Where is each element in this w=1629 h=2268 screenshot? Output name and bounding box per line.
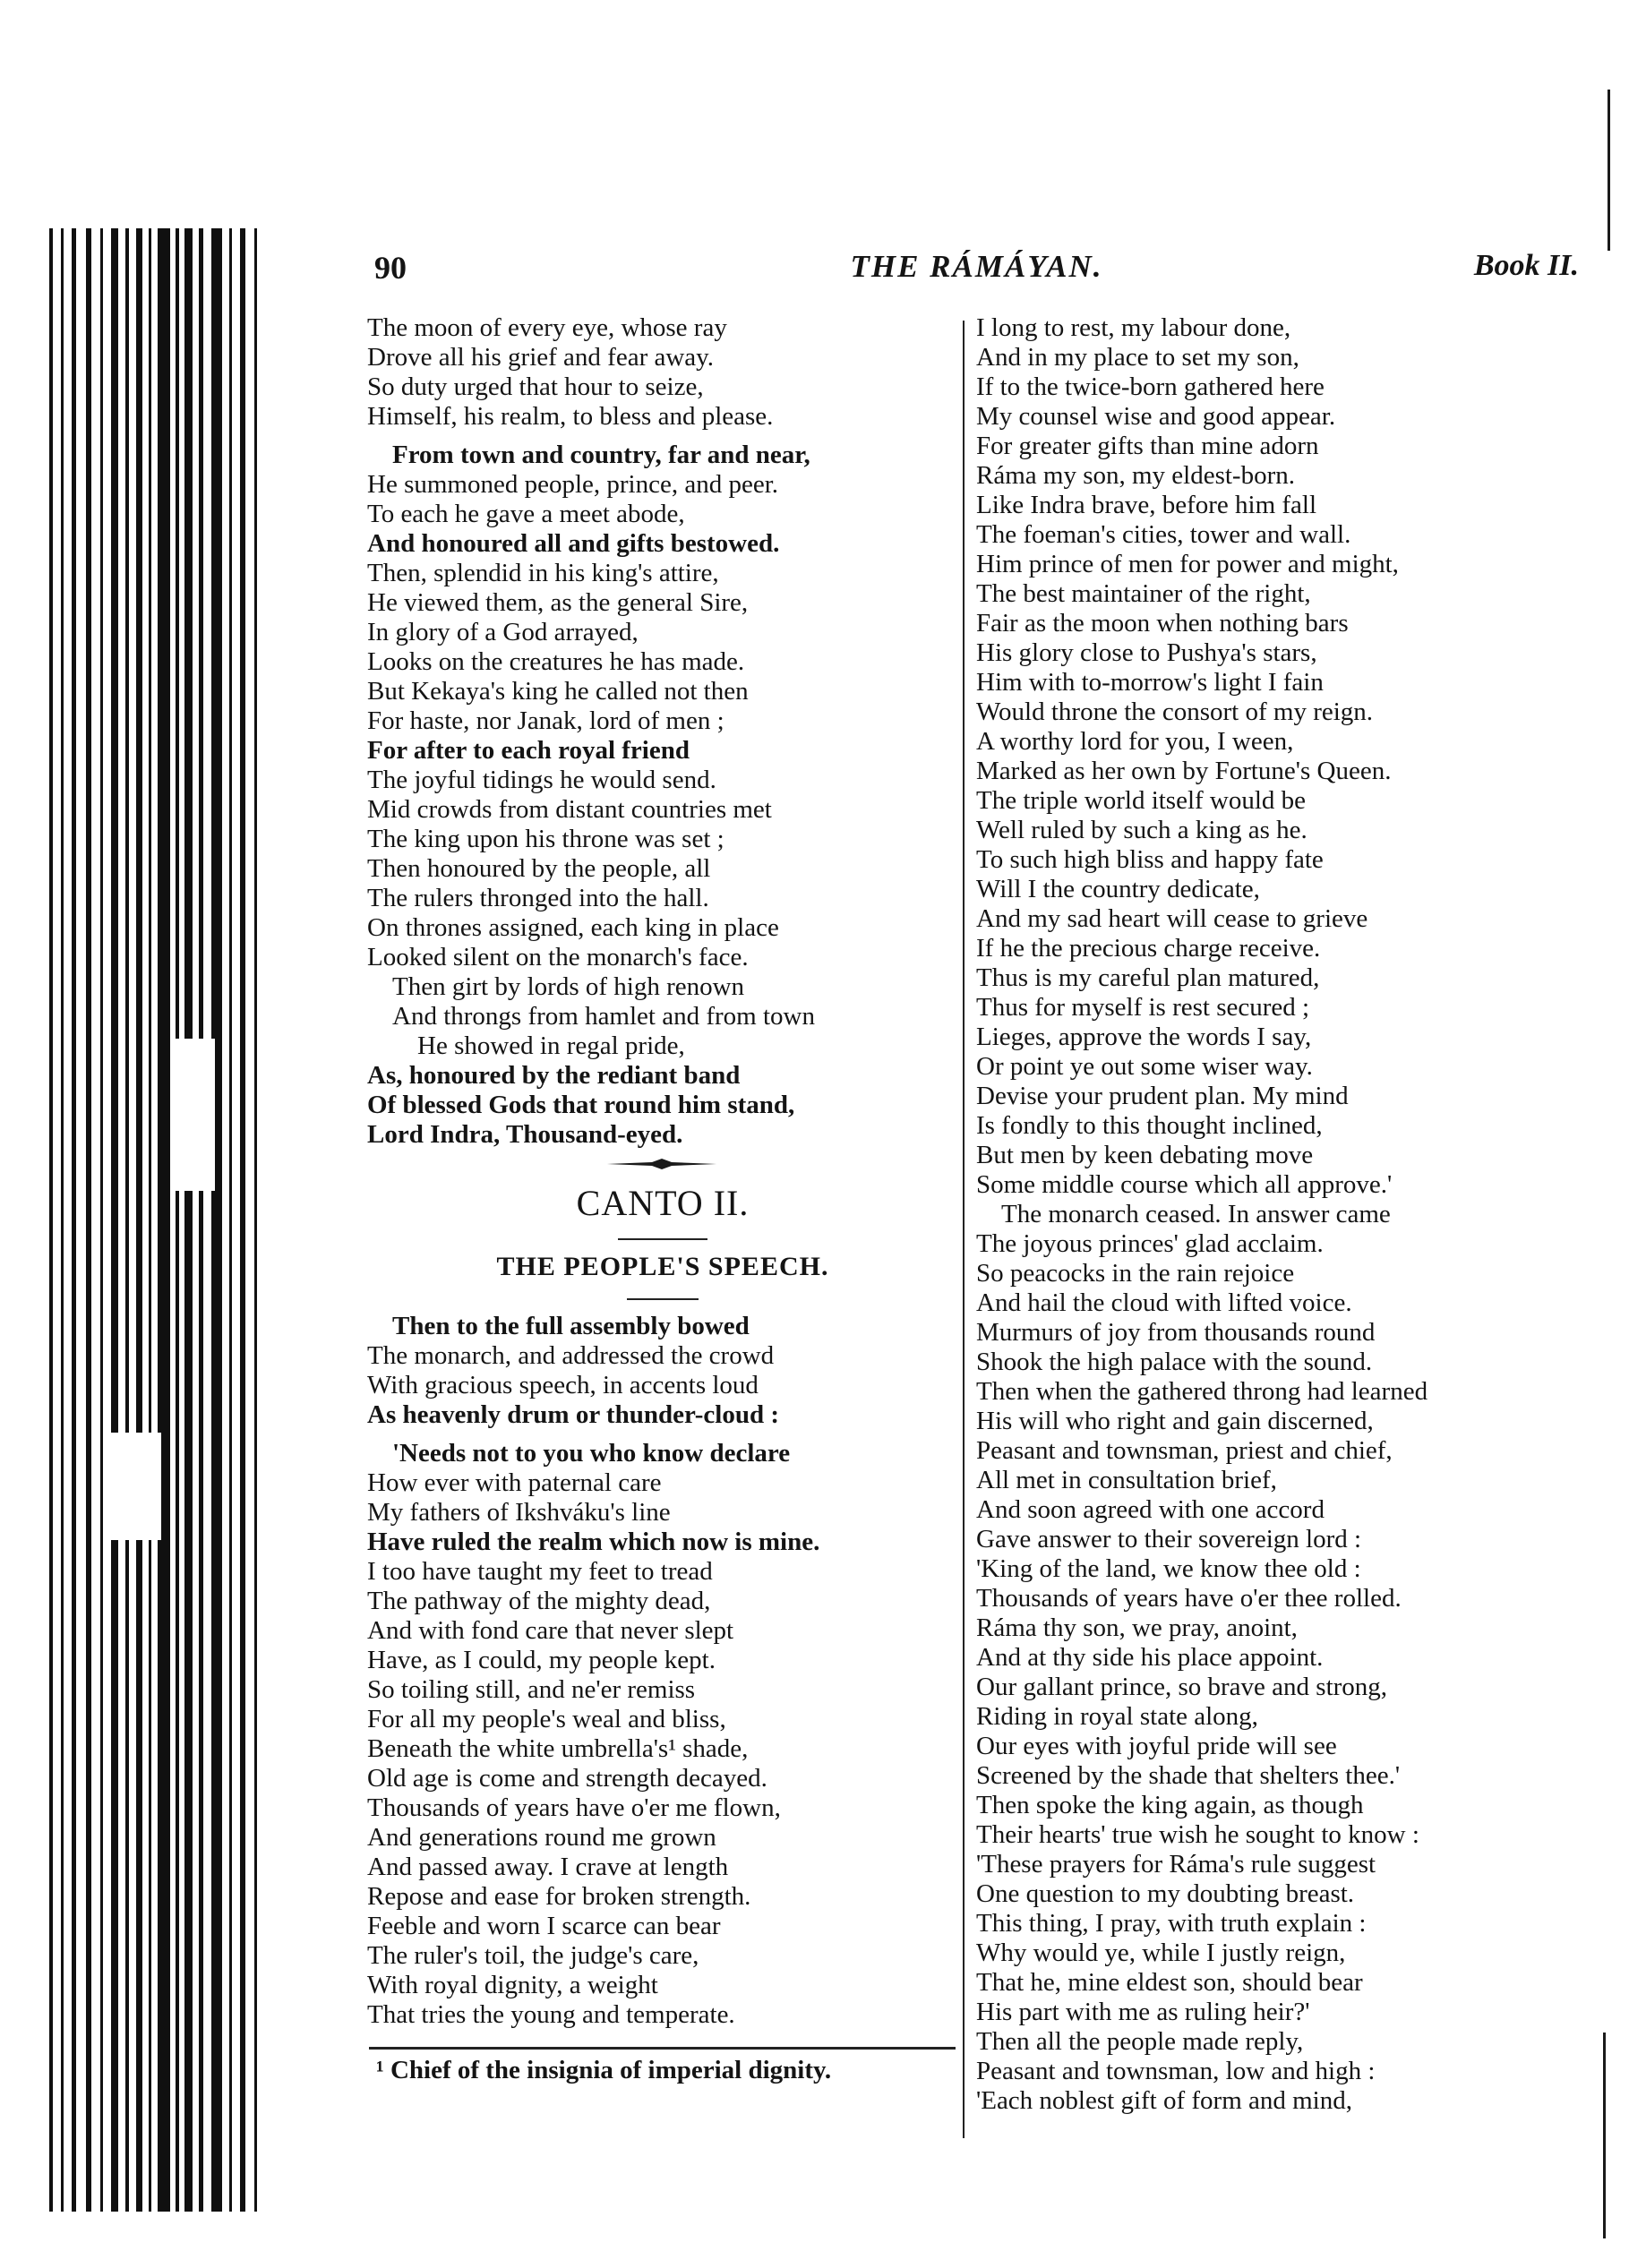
verse-line: One question to my doubting breast. bbox=[976, 1879, 1355, 1908]
verse-line: But men by keen debating move bbox=[976, 1141, 1314, 1169]
column-divider bbox=[963, 321, 965, 2138]
verse-line: Peasant and townsman, priest and chief, bbox=[976, 1436, 1393, 1465]
verse-line: Then girt by lords of high renown bbox=[392, 972, 745, 1001]
verse-line: On thrones assigned, each king in place bbox=[367, 913, 779, 942]
verse-line: This thing, I pray, with truth explain : bbox=[976, 1909, 1367, 1938]
verse-line: For haste, nor Janak, lord of men ; bbox=[367, 706, 724, 735]
verse-line: If to the twice-born gathered here bbox=[976, 372, 1325, 401]
verse-line: 'These prayers for Ráma's rule suggest bbox=[976, 1850, 1376, 1879]
verse-line: Riding in royal state along, bbox=[976, 1702, 1258, 1731]
verse-line: Looks on the creatures he has made. bbox=[367, 647, 745, 676]
verse-line: Some middle course which all approve.' bbox=[976, 1170, 1393, 1199]
verse-line: And with fond care that never slept bbox=[367, 1616, 734, 1645]
verse-line: All met in consultation brief, bbox=[976, 1466, 1277, 1494]
verse-line: Lord Indra, Thousand-eyed. bbox=[367, 1120, 683, 1149]
verse-line: The monarch, and addressed the crowd bbox=[367, 1341, 775, 1370]
left-column-verse-bottom bbox=[367, 1312, 958, 2030]
verse-line: Is fondly to this thought inclined, bbox=[976, 1111, 1323, 1140]
verse-line: That tries the young and temperate. bbox=[367, 2000, 735, 2029]
verse-line: Then all the people made reply, bbox=[976, 2027, 1304, 2056]
verse-line: Thousands of years have o'er thee rolled. bbox=[976, 1584, 1402, 1613]
verse-line: Then to the full assembly bowed bbox=[392, 1312, 750, 1340]
verse-line: Our gallant prince, so brave and strong, bbox=[976, 1673, 1388, 1701]
verse-line: The rulers thronged into the hall. bbox=[367, 884, 709, 912]
footnote-rule bbox=[369, 2047, 956, 2050]
canto-subtitle: THE PEOPLE'S SPEECH. bbox=[496, 1252, 829, 1281]
verse-line: 'Each noblest gift of form and mind, bbox=[976, 2086, 1352, 2115]
verse-line: And at thy side his place appoint. bbox=[976, 1643, 1324, 1672]
verse-line: And honoured all and gifts bestowed. bbox=[367, 529, 780, 558]
verse-line: And generations round me grown bbox=[367, 1823, 716, 1852]
verse-line: The best maintainer of the right, bbox=[976, 579, 1311, 608]
verse-line: Well ruled by such a king as he. bbox=[976, 816, 1307, 844]
verse-line: Our eyes with joyful pride will see bbox=[976, 1732, 1337, 1760]
verse-line: As, honoured by the rediant band bbox=[367, 1061, 741, 1090]
verse-line: The joyful tidings he would send. bbox=[367, 766, 716, 794]
verse-line: The foeman's cities, tower and wall. bbox=[976, 520, 1351, 549]
verse-line: So peacocks in the rain rejoice bbox=[976, 1259, 1295, 1288]
scan-binding-edge bbox=[0, 0, 269, 2268]
verse-line: I too have taught my feet to tread bbox=[367, 1557, 713, 1586]
verse-line: Ráma thy son, we pray, anoint, bbox=[976, 1613, 1298, 1642]
verse-line: Have ruled the realm which now is mine. bbox=[367, 1528, 820, 1556]
verse-line: He summoned people, prince, and peer. bbox=[367, 470, 779, 499]
verse-line: Feeble and worn I scarce can bear bbox=[367, 1912, 721, 1940]
verse-line: His glory close to Pushya's stars, bbox=[976, 638, 1317, 667]
verse-line: Looked silent on the monarch's face. bbox=[367, 943, 749, 971]
verse-line: If he the precious charge receive. bbox=[976, 934, 1321, 963]
scan-right-edge-mark-bottom bbox=[1603, 2033, 1606, 2238]
verse-line: Himself, his realm, to bless and please. bbox=[367, 402, 774, 431]
verse-line: In glory of a God arrayed, bbox=[367, 618, 639, 646]
verse-line: Why would ye, while I justly reign, bbox=[976, 1938, 1346, 1967]
running-title: THE RÁMÁYAN. bbox=[850, 249, 1103, 284]
stanza-gap bbox=[367, 1430, 958, 1439]
verse-line: Gave answer to their sovereign lord : bbox=[976, 1525, 1362, 1553]
verse-line: The pathway of the mighty dead, bbox=[367, 1587, 711, 1615]
verse-line: Lieges, approve the words I say, bbox=[976, 1023, 1312, 1051]
right-column-verse bbox=[976, 313, 1585, 2116]
verse-line: Fair as the moon when nothing bars bbox=[976, 609, 1349, 638]
canto-heading: CANTO II. bbox=[576, 1183, 750, 1223]
scan-right-edge-mark bbox=[1608, 90, 1610, 251]
footnote: ¹ Chief of the insignia of imperial dignity. bbox=[376, 2056, 832, 2084]
verse-line: As heavenly drum or thunder-cloud : bbox=[367, 1400, 780, 1429]
verse-line: The moon of every eye, whose ray bbox=[367, 313, 727, 342]
verse-line: Screened by the shade that shelters thee.' bbox=[976, 1761, 1401, 1790]
verse-line: Mid crowds from distant countries met bbox=[367, 795, 772, 824]
verse-line: His will who right and gain discerned, bbox=[976, 1407, 1374, 1435]
verse-line: Shook the high palace with the sound. bbox=[976, 1348, 1373, 1376]
verse-line: The joyous princes' glad acclaim. bbox=[976, 1229, 1324, 1258]
verse-line: Would throne the consort of my reign. bbox=[976, 698, 1374, 726]
verse-line: The monarch ceased. In answer came bbox=[1001, 1200, 1391, 1228]
verse-line: Of blessed Gods that round him stand, bbox=[367, 1091, 795, 1119]
verse-line: And soon agreed with one accord bbox=[976, 1495, 1325, 1524]
verse-line: And hail the cloud with lifted voice. bbox=[976, 1288, 1352, 1317]
verse-line: But Kekaya's king he called not then bbox=[367, 677, 749, 706]
verse-line: For greater gifts than mine adorn bbox=[976, 432, 1319, 460]
verse-line: Thousands of years have o'er me flown, bbox=[367, 1793, 781, 1822]
verse-line: Devise your prudent plan. My mind bbox=[976, 1082, 1349, 1110]
verse-line: For after to each royal friend bbox=[367, 736, 690, 765]
verse-line: Like Indra brave, before him fall bbox=[976, 491, 1317, 519]
verse-line: Peasant and townsman, low and high : bbox=[976, 2057, 1376, 2085]
verse-line: So toiling still, and ne'er remiss bbox=[367, 1675, 696, 1704]
verse-line: Him with to-morrow's light I fain bbox=[976, 668, 1324, 697]
verse-line: With gracious speech, in accents loud bbox=[367, 1371, 759, 1399]
verse-line: And throngs from hamlet and from town bbox=[392, 1002, 815, 1031]
verse-line: He viewed them, as the general Sire, bbox=[367, 588, 749, 617]
verse-line: Their hearts' true wish he sought to know : bbox=[976, 1820, 1419, 1849]
verse-line: My counsel wise and good appear. bbox=[976, 402, 1336, 431]
verse-line: From town and country, far and near, bbox=[392, 441, 810, 469]
verse-line: For all my people's weal and bliss, bbox=[367, 1705, 726, 1733]
verse-line: Thus for myself is rest secured ; bbox=[976, 993, 1310, 1022]
verse-line: Then spoke the king again, as though bbox=[976, 1791, 1364, 1819]
stanza-gap bbox=[367, 432, 958, 441]
verse-line: To each he gave a meet abode, bbox=[367, 500, 685, 528]
running-header bbox=[374, 249, 1579, 294]
verse-line: So duty urged that hour to seize, bbox=[367, 372, 704, 401]
verse-line: The triple world itself would be bbox=[976, 786, 1307, 815]
heading-rule bbox=[618, 1238, 707, 1240]
verse-line: And passed away. I crave at length bbox=[367, 1853, 729, 1881]
verse-line: Then, splendid in his king's attire, bbox=[367, 559, 719, 587]
verse-line: Ráma my son, my eldest-born. bbox=[976, 461, 1296, 490]
verse-line: Will I the country dedicate, bbox=[976, 875, 1260, 903]
verse-line: 'King of the land, we know thee old : bbox=[976, 1554, 1361, 1583]
verse-line: 'Needs not to you who know declare bbox=[392, 1439, 791, 1468]
section-ornament-icon bbox=[607, 1158, 716, 1170]
verse-line: Drove all his grief and fear away. bbox=[367, 343, 715, 372]
verse-line: A worthy lord for you, I ween, bbox=[976, 727, 1294, 756]
verse-line: Him prince of men for power and might, bbox=[976, 550, 1399, 578]
verse-line: And my sad heart will cease to grieve bbox=[976, 904, 1368, 933]
verse-line: He showed in regal pride, bbox=[417, 1031, 685, 1060]
verse-line: Murmurs of joy from thousands round bbox=[976, 1318, 1376, 1347]
verse-line: Old age is come and strength decayed. bbox=[367, 1764, 767, 1793]
verse-line: Marked as her own by Fortune's Queen. bbox=[976, 757, 1392, 785]
verse-line: I long to rest, my labour done, bbox=[976, 313, 1291, 342]
verse-line: My fathers of Ikshváku's line bbox=[367, 1498, 671, 1527]
book-label: Book II. bbox=[1473, 249, 1579, 282]
verse-line: Then honoured by the people, all bbox=[367, 854, 711, 883]
verse-line: How ever with paternal care bbox=[367, 1468, 662, 1497]
verse-line: Have, as I could, my people kept. bbox=[367, 1646, 716, 1674]
verse-line: That he, mine eldest son, should bear bbox=[976, 1968, 1363, 1997]
verse-line: His part with me as ruling heir?' bbox=[976, 1998, 1310, 2026]
verse-line: Thus is my careful plan matured, bbox=[976, 963, 1320, 992]
verse-line: Repose and ease for broken strength. bbox=[367, 1882, 751, 1911]
verse-line: With royal dignity, a weight bbox=[367, 1971, 658, 1999]
verse-line: The king upon his throne was set ; bbox=[367, 825, 724, 853]
verse-line: And in my place to set my son, bbox=[976, 343, 1299, 372]
subtitle-rule bbox=[627, 1298, 699, 1300]
verse-line: Or point ye out some wiser way. bbox=[976, 1052, 1313, 1081]
verse-line: Beneath the white umbrella's¹ shade, bbox=[367, 1734, 749, 1763]
verse-line: The ruler's toil, the judge's care, bbox=[367, 1941, 699, 1970]
left-column-verse-top bbox=[367, 313, 958, 1150]
page-number: 90 bbox=[374, 250, 407, 286]
verse-line: Then when the gathered throng had learned bbox=[976, 1377, 1428, 1406]
verse-line: To such high bliss and happy fate bbox=[976, 845, 1324, 874]
